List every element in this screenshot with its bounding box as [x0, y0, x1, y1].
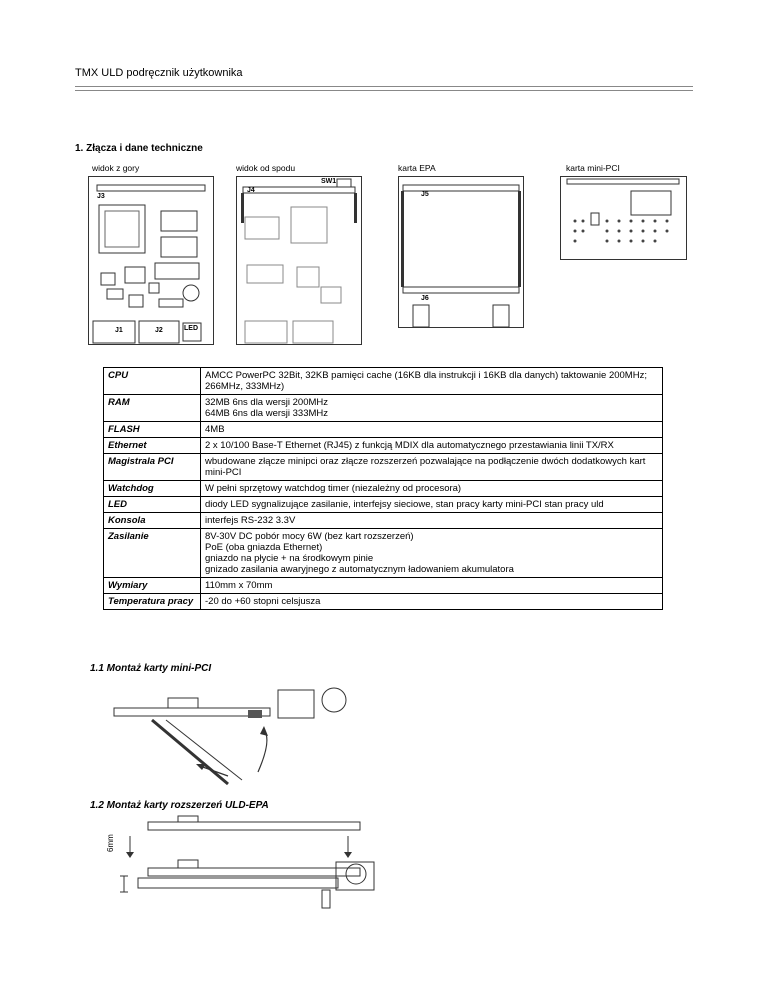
- board-minipci-card: [560, 176, 687, 260]
- spec-row: [104, 578, 663, 594]
- label-j6: J6: [421, 295, 429, 302]
- spec-key: Watchdog: [104, 481, 201, 497]
- board-bottom-view: [236, 176, 362, 345]
- spec-table: [103, 367, 663, 610]
- spec-value: wbudowane złącze minipci oraz złącze rozszerzeń pozwalające na podłączenie dwóch dodatkowych kart mini-PCI: [201, 454, 663, 481]
- spec-value: 8V-30V DC pobór mocy 6W (bez kart rozszerzeń) PoE (oba gniazda Ethernet) gniazdo na płycie + na środkowym pinie gnizado zasilania awaryjnego z automatycznym ładowaniem akumulatora: [201, 529, 663, 578]
- board-epa-card: [398, 176, 524, 328]
- spec-value: interfejs RS-232 3.3V: [201, 513, 663, 529]
- spec-key: Konsola: [104, 513, 201, 529]
- epa-drawing: [399, 177, 523, 327]
- minipci-mount-drawing: [108, 680, 368, 790]
- spec-key: CPU: [104, 368, 201, 395]
- header-rule: [75, 86, 693, 91]
- caption-minipci-card: karta mini-PCI: [566, 163, 620, 173]
- spec-key: Zasilanie: [104, 529, 201, 578]
- section-title: 1. Złącza i dane techniczne: [75, 143, 203, 154]
- spec-value: 2 x 10/100 Base-T Ethernet (RJ45) z funkcją MDIX dla automatycznego przestawiania linii TX/RX: [201, 438, 663, 454]
- epa-mount-drawing: [108, 812, 380, 916]
- spec-value: 4MB: [201, 422, 663, 438]
- spec-key: RAM: [104, 395, 201, 422]
- label-j1: J1: [115, 327, 123, 334]
- caption-top-view: widok z gory: [92, 163, 140, 173]
- board-top-drawing: [89, 177, 213, 344]
- spec-value: -20 do +60 stopni celsjusza: [201, 594, 663, 610]
- epa-mount-figure: [108, 812, 380, 916]
- spec-key: LED: [104, 497, 201, 513]
- spec-value: AMCC PowerPC 32Bit, 32KB pamięci cache (16KB dla instrukcji i 16KB dla danych) taktowanie 200MHz; 266MHz, 333MHz): [201, 368, 663, 395]
- spec-key: Temperatura pracy: [104, 594, 201, 610]
- document-header-title: TMX ULD podręcznik użytkownika: [75, 67, 243, 79]
- spec-row: [104, 529, 663, 578]
- spec-value: 32MB 6ns dla wersji 200MHz 64MB 6ns dla wersji 333MHz: [201, 395, 663, 422]
- subsection-minipci-title: 1.1 Montaż karty mini-PCI: [90, 663, 212, 674]
- spec-row: [104, 481, 663, 497]
- label-j4: J4: [247, 187, 255, 194]
- board-top-view: [88, 176, 214, 345]
- dimension-label: 6mm: [106, 834, 115, 852]
- spec-row: [104, 395, 663, 422]
- spec-value: 110mm x 70mm: [201, 578, 663, 594]
- label-j2: J2: [155, 327, 163, 334]
- label-sw1: SW1: [321, 178, 337, 185]
- minipci-drawing: [561, 177, 686, 259]
- spec-row: [104, 368, 663, 395]
- spec-key: FLASH: [104, 422, 201, 438]
- spec-row: [104, 513, 663, 529]
- subsection-epa-title: 1.2 Montaż karty rozszerzeń ULD-EPA: [90, 800, 269, 811]
- caption-epa-card: karta EPA: [398, 163, 436, 173]
- spec-row: [104, 454, 663, 481]
- spec-key: Wymiary: [104, 578, 201, 594]
- label-j3: J3: [97, 193, 105, 200]
- spec-row: [104, 594, 663, 610]
- minipci-mount-figure: [108, 680, 368, 790]
- spec-row: [104, 422, 663, 438]
- spec-value: W pełni sprzętowy watchdog timer (niezależny od procesora): [201, 481, 663, 497]
- caption-bottom-view: widok od spodu: [236, 163, 296, 173]
- spec-key: Ethernet: [104, 438, 201, 454]
- spec-row: [104, 497, 663, 513]
- spec-row: [104, 438, 663, 454]
- label-led: LED: [184, 325, 198, 332]
- spec-value: diody LED sygnalizujące zasilanie, interfejsy sieciowe, stan pracy karty mini-PCI stan pracy uld: [201, 497, 663, 513]
- board-bottom-drawing: [237, 177, 361, 344]
- spec-key: Magistrala PCI: [104, 454, 201, 481]
- label-j5: J5: [421, 191, 429, 198]
